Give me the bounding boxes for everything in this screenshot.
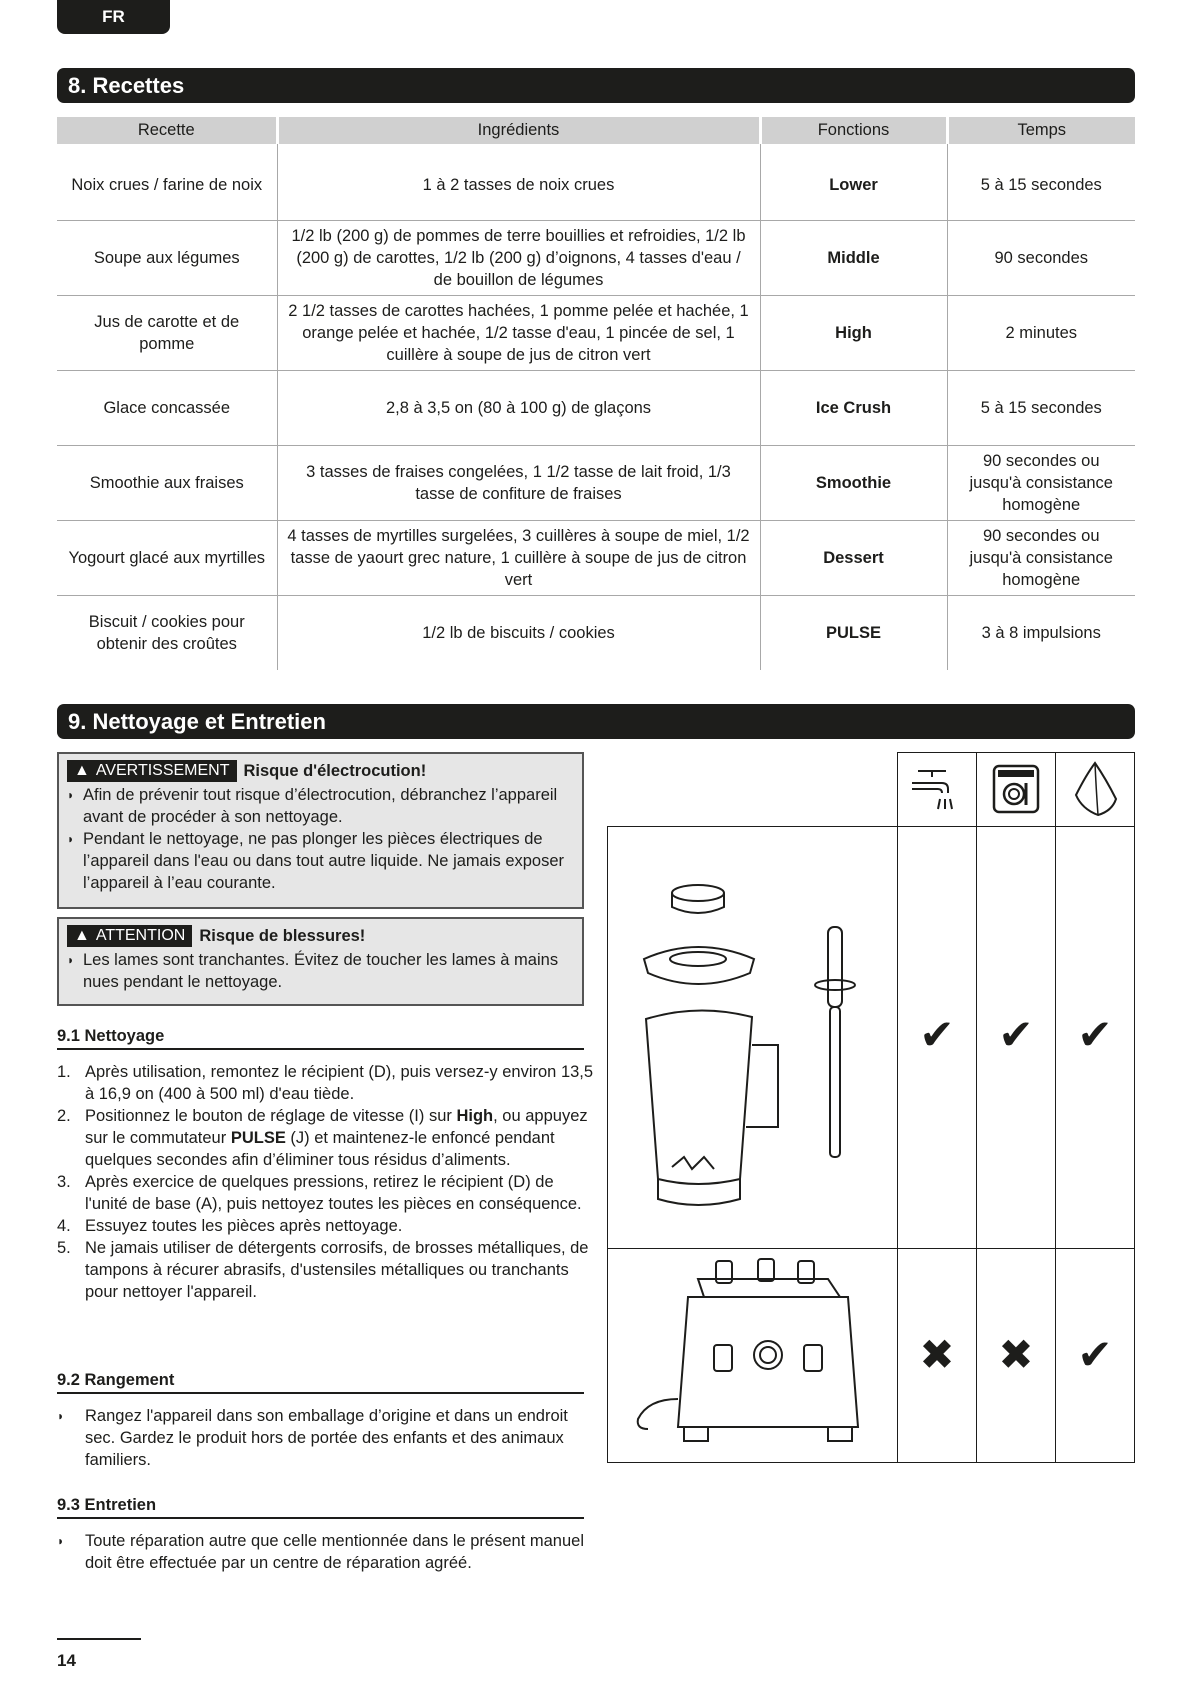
step-text: Positionnez le bouton de réglage de vitesse (I) sur — [85, 1107, 457, 1125]
page-number: 14 — [57, 1651, 76, 1670]
cleaning-heading: 9.1 Nettoyage — [57, 1027, 584, 1050]
function-cell: Ice Crush — [760, 370, 947, 445]
warning-item-text: Afin de prévenir tout risque d’électrocution, débranchez l’appareil avant de procéder à son nettoyage. — [83, 786, 558, 826]
step-text: Après exercice de quelques pressions, retirez le récipient (D) de l'unité de base (A), puis nettoyez toutes les pièces en conséquence. — [85, 1173, 582, 1213]
step-bold-text: High — [456, 1107, 494, 1125]
blender-motor-base-illustration — [608, 1249, 897, 1462]
storage-heading: 9.2 Rangement — [57, 1371, 584, 1394]
ingredients-cell: 1 à 2 tasses de noix crues — [277, 150, 760, 220]
storage-text: ◗ Rangez l'appareil dans son emballage d’origine et dans un endroit sec. Gardez le produit hors de portée des enfants et des animaux familiers. — [57, 1407, 568, 1469]
attention-item-text: Les lames sont tranchantes. Évitez de toucher les lames à mains nues pendant le nettoyage. — [83, 951, 559, 991]
cloth-check-mark: ✔ — [1077, 1331, 1113, 1378]
function-cell: Dessert — [760, 520, 947, 595]
step-text: , ou appuyez sur le commutateur — [85, 1107, 588, 1147]
bullet-icon: ◗ — [67, 832, 75, 846]
recipes-table — [57, 117, 1135, 670]
step-text: Ne jamais utiliser de détergents corrosifs, de brosses métalliques, de tampons à récurer abrasifs, d'ustensiles métalliques ou tranchants pour nettoyer l'appareil. — [85, 1239, 589, 1301]
cloth-check-mark: ✔ — [1077, 1011, 1113, 1058]
recipe-cell: Soupe aux légumes — [57, 220, 277, 295]
table-row — [57, 445, 1135, 520]
list-item — [57, 1105, 597, 1171]
table-row — [57, 595, 1135, 670]
list-item — [57, 1215, 597, 1237]
time-cell: 90 secondes — [947, 220, 1135, 295]
attention-badge-label: ATTENTION — [95, 927, 186, 944]
header-recipe: Recette — [57, 117, 277, 144]
time-cell: 3 à 8 impulsions — [947, 595, 1135, 670]
grid-header-cell — [1055, 752, 1135, 827]
list-item — [67, 784, 574, 828]
step-text: Après utilisation, remontez le récipient (D), puis versez-y environ 13,5 à 16,9 on (400 à 500 ml) d'eau tiède. — [85, 1063, 594, 1103]
blender-jug-lid-tamper-illustration — [608, 827, 897, 1248]
recipe-cell: Jus de carotte et de pomme — [57, 295, 277, 370]
language-tab: FR — [57, 0, 170, 34]
table-row — [57, 150, 1135, 220]
bullet-icon: ◗ — [67, 788, 75, 802]
time-cell: 2 minutes — [947, 295, 1135, 370]
step-number: 3. — [57, 1173, 71, 1191]
injury-attention-box — [57, 917, 584, 1006]
warning-title: Risque d'électrocution! — [243, 762, 427, 780]
recipe-cell: Noix crues / farine de noix — [57, 150, 277, 220]
electrocution-warning-box — [57, 752, 584, 909]
step-number: 1. — [57, 1063, 71, 1081]
faucet-check-mark: ✔ — [919, 1011, 955, 1058]
table-row — [57, 370, 1135, 445]
table-row — [57, 295, 1135, 370]
function-cell: PULSE — [760, 595, 947, 670]
list-item — [67, 949, 574, 993]
recipe-cell: Glace concassée — [57, 370, 277, 445]
grid-header-cell — [897, 752, 977, 827]
bullet-icon: ◗ — [57, 1534, 65, 1548]
section-8-title: 8. Recettes — [57, 68, 1135, 103]
section-9-title: 9. Nettoyage et Entretien — [57, 704, 1135, 739]
dishwasher-icon — [977, 753, 1055, 826]
function-cell: High — [760, 295, 947, 370]
function-cell: Smoothie — [760, 445, 947, 520]
maintenance-text: ◗ Toute réparation autre que celle mentionnée dans le présent manuel doit être effectuée par un centre de réparation agréé. — [57, 1532, 584, 1572]
faucet-icon — [898, 753, 976, 826]
warning-item-text: Pendant le nettoyage, ne pas plonger les pièces électriques de l’appareil dans l'eau ou dans tout autre liquide. Ne jamais exposer l’appareil à l’eau courante. — [83, 830, 565, 892]
faucet-cross-mark: ✖ — [919, 1331, 955, 1378]
step-number: 2. — [57, 1107, 71, 1125]
time-cell: 90 secondes ou jusqu'à consistance homogène — [947, 520, 1135, 595]
step-number: 5. — [57, 1239, 71, 1257]
ingredients-cell: 4 tasses de myrtilles surgelées, 3 cuillères à soupe de miel, 1/2 tasse de yaourt grec nature, 1 cuillère à soupe de jus de citron vert — [277, 520, 760, 595]
attention-title: Risque de blessures! — [199, 927, 366, 945]
maintenance-heading: 9.3 Entretien — [57, 1496, 584, 1519]
list-item — [57, 1237, 597, 1303]
attention-badge — [67, 925, 192, 947]
function-cell: Lower — [760, 150, 947, 220]
warning-triangle-icon: ▲ — [74, 927, 90, 944]
step-bold-text: PULSE — [230, 1129, 286, 1147]
ingredients-cell: 2,8 à 3,5 on (80 à 100 g) de glaçons — [277, 370, 760, 445]
ingredients-cell: 2 1/2 tasses de carottes hachées, 1 pomme pelée et hachée, 1 orange pelée et hachée, 1/2 tasse d'eau, 1 pincée de sel, 1 cuillère à soupe de jus de citron vert — [277, 295, 760, 370]
time-cell: 5 à 15 secondes — [947, 150, 1135, 220]
table-header-row — [57, 117, 1135, 144]
bullet-icon: ◗ — [67, 953, 75, 967]
time-cell: 5 à 15 secondes — [947, 370, 1135, 445]
header-time: Temps — [947, 117, 1135, 144]
recipe-cell: Yogourt glacé aux myrtilles — [57, 520, 277, 595]
time-cell: 90 secondes ou jusqu'à consistance homogène — [947, 445, 1135, 520]
table-row — [57, 520, 1135, 595]
function-cell: Middle — [760, 220, 947, 295]
warning-badge-label: AVERTISSEMENT — [95, 762, 230, 779]
bullet-icon: ◗ — [57, 1409, 65, 1423]
table-row — [57, 220, 1135, 295]
warning-triangle-icon: ▲ — [74, 762, 90, 779]
list-item — [67, 828, 574, 894]
footer-rule — [57, 1638, 141, 1640]
list-item — [57, 1171, 597, 1215]
step-text: Essuyez toutes les pièces après nettoyage. — [85, 1217, 403, 1235]
header-functions: Fonctions — [760, 117, 947, 144]
recipe-cell: Smoothie aux fraises — [57, 445, 277, 520]
list-item — [57, 1061, 597, 1105]
header-ingredients: Ingrédients — [277, 117, 760, 144]
step-text: (J) et maintenez-le enfoncé pendant quelques secondes afin d’éliminer tous résidus d’aliments. — [85, 1129, 555, 1169]
ingredients-cell: 1/2 lb (200 g) de pommes de terre bouillies et refroidies, 1/2 lb (200 g) de carottes, 1/2 lb (200 g) d’oignons, 4 tasses d'eau / de bouillon de légumes — [277, 220, 760, 295]
ingredients-cell: 3 tasses de fraises congelées, 1 1/2 tasse de lait froid, 1/3 tasse de confiture de fraises — [277, 445, 760, 520]
recipe-cell: Biscuit / cookies pour obtenir des croûtes — [88, 612, 245, 653]
jug-parts-image-cell — [607, 826, 898, 1249]
dishwasher-cross-mark: ✖ — [998, 1331, 1034, 1378]
cloth-icon — [1056, 753, 1134, 826]
cleaning-steps — [57, 1061, 597, 1303]
grid-header-cell — [976, 752, 1056, 827]
dishwasher-check-mark: ✔ — [998, 1011, 1034, 1058]
warning-badge — [67, 760, 237, 782]
base-image-cell — [607, 1248, 898, 1463]
ingredients-cell: 1/2 lb de biscuits / cookies — [277, 595, 760, 670]
step-number: 4. — [57, 1217, 71, 1235]
